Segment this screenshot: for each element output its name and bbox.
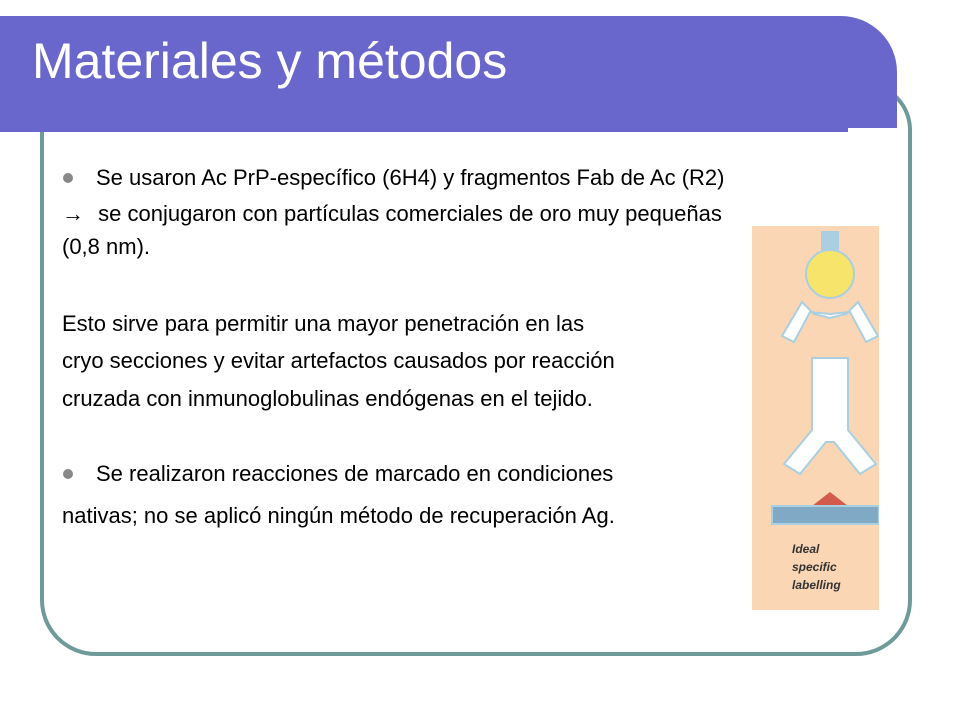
continuation-text-2: (0,8 nm). — [62, 234, 151, 259]
paragraph-line-2: cryo secciones y evitar artefactos causados por reacción — [62, 348, 615, 373]
paragraph-line-3: cruzada con inmunoglobulinas endógenas en el tejido. — [62, 386, 593, 411]
paragraph-line-1: Esto sirve para permitir una mayor penetración en las — [62, 311, 585, 336]
gold-particle-icon — [806, 250, 854, 298]
labelling-figure — [752, 226, 879, 610]
slide-title: Materiales y métodos — [32, 33, 508, 89]
tissue-substrate-icon — [772, 506, 879, 524]
bullet-icon — [63, 469, 73, 479]
figure-caption-line-2: specific — [792, 560, 837, 574]
arrow-right-icon: → — [62, 201, 84, 226]
figure-caption-line-1: Ideal — [792, 542, 820, 556]
continuation-text: se conjugaron con partículas comerciales de oro muy pequeñas — [98, 201, 722, 226]
bullet-text-2: Se realizaron reacciones de marcado en condiciones — [96, 461, 614, 486]
bullet-text-2-continued: nativas; no se aplicó ningún método de recuperación Ag. — [62, 503, 615, 528]
figure-caption-line-3: labelling — [792, 578, 841, 592]
bullet-icon — [63, 173, 73, 183]
continuation-line — [62, 201, 722, 226]
bullet-text-1: Se usaron Ac PrP-específico (6H4) y fragmentos Fab de Ac (R2) — [96, 165, 725, 190]
